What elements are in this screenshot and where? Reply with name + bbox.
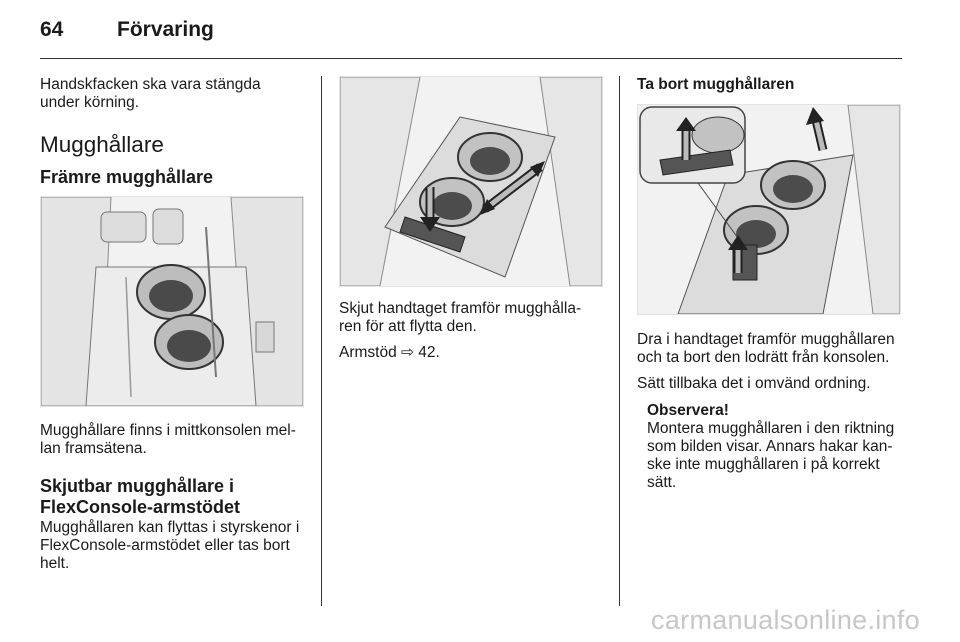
- sliding-cupholder-illustration: [339, 76, 603, 287]
- intro-text: Handskfacken ska vara stängda under körning.: [40, 76, 261, 111]
- armrest-reference[interactable]: Armstöd ⇨ 42.: [339, 344, 440, 361]
- note-box: [637, 402, 901, 492]
- remove-instruction: Dra i handtaget framför mugghållaren och ta bort den lodrätt från konsolen.: [637, 331, 895, 366]
- refit-instruction: Sätt tillbaka det i omvänd ordning.: [637, 375, 871, 392]
- note-text: Montera mugghållaren i den riktning som bilden visar. Annars hakar kan-ske inte mugghållaren i på korrekt sätt.: [647, 420, 895, 491]
- column-left: [40, 76, 304, 573]
- column-divider: [619, 76, 620, 606]
- column-divider: [321, 76, 322, 606]
- page-title: Förvaring: [117, 18, 214, 41]
- front-cupholder-illustration: [40, 196, 304, 407]
- column-middle: [339, 76, 603, 362]
- page-number: 64: [40, 18, 64, 41]
- note-title: Observera!: [647, 402, 729, 419]
- move-instruction: Skjut handtaget framför mugghålla-ren för att flytta den.: [339, 300, 582, 335]
- header-divider: [40, 58, 902, 59]
- sliding-cupholder-title: Skjutbar mugghållare i FlexConsole-armstödet: [40, 476, 241, 517]
- section-title: Mugghållare: [40, 132, 164, 157]
- remove-cupholder-illustration: [637, 104, 901, 315]
- front-cupholder-caption: Mugghållare finns i mittkonsolen mel-lan framsätena.: [40, 422, 296, 457]
- column-right: [637, 76, 901, 492]
- page-header: [40, 18, 214, 48]
- remove-cupholder-title: Ta bort mugghållaren: [637, 76, 795, 93]
- sliding-cupholder-text: Mugghållaren kan flyttas i styrskenor i FlexConsole-armstödet eller tas bort helt.: [40, 519, 300, 572]
- subsection-title: Främre mugghållare: [40, 167, 214, 187]
- watermark: carmanualsonline.info: [651, 605, 920, 635]
